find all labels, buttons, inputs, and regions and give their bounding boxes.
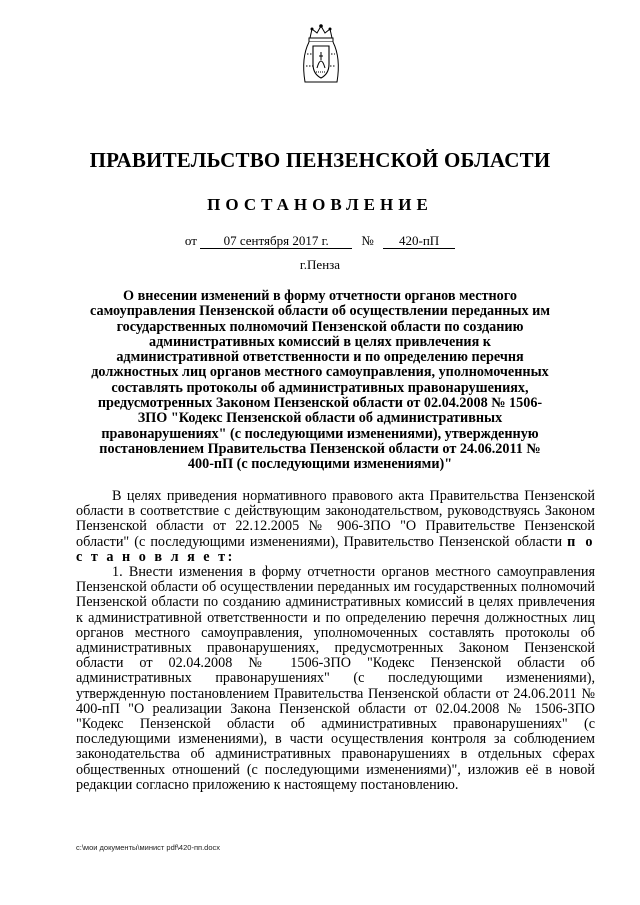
resolves-label: п о с т а н о в л я е т:	[76, 533, 595, 565]
date-number-row	[0, 233, 640, 249]
coat-of-arms-icon	[299, 24, 343, 86]
preamble-paragraph	[76, 489, 595, 565]
document-number: 420-пП	[383, 233, 455, 249]
organization-title: ПРАВИТЕЛЬСТВО ПЕНЗЕНСКОЙ ОБЛАСТИ	[89, 148, 551, 172]
preamble-text: В целях приведения нормативного правового акта Правительства Пензенской области в соответствие с действующим законодательством, руководствуясь Законом Пензенской области от 22.12.2005 № 906-ЗПО "О Правительстве Пензенской области" (с последующими изменениями), Правительство Пензенской области	[76, 488, 595, 550]
document-type: ПОСТАНОВЛЕНИЕ	[207, 195, 433, 214]
document-heading: О внесении изменений в форму отчетности органов местного самоуправления Пензенской области об осуществлении переданных им государственных полномочий Пензенской области по созданию административных комиссий в целях привлечения к административной ответственности и по определению перечня должностных лиц органов местного самоуправления, уполномоченных составлять протоколы об административных правонарушениях, предусмотренных Законом Пензенской области от 02.04.2008 № 1506-ЗПО "Кодекс Пензенской области об административных правонарушениях" (с последующими изменениями), утвержденную постановлением Правительства Пензенской области от 24.06.2011 № 400-пП (с последующими изменениями)"	[90, 288, 550, 473]
number-sign: №	[361, 233, 374, 248]
item-1-paragraph: 1. Внести изменения в форму отчетности органов местного самоуправления Пензенской области об осуществлении переданных им государственных полномочий Пензенской области по созданию административных комиссий в целях привлечения к административной ответственности и по определению перечня должностных лиц органов местного самоуправления, уполномоченных составлять протоколы об административных правонарушениях, предусмотренных Законом Пензенской области от 02.04.2008 № 1506-ЗПО "Кодекс Пензенской области об административных правонарушениях" (с последующими изменениями), утвержденную постановлением Правительства Пензенской области от 24.06.2011 № 400-пП "О реализации Закона Пензенской области от 02.04.2008 № 1506-ЗПО "Кодекс Пензенской области об административных правонарушениях" (с последующими изменениями), в части осуществления контроля за соблюдением законодательства об административных правонарушениях в отдельных сферах общественных отношений (с последующими изменениями)", изложив её в новой редакции согласно приложению к настоящему постановлению.	[76, 564, 595, 793]
document-body	[76, 489, 595, 793]
date-from-label: от	[184, 233, 197, 248]
city-label: г.Пенза	[299, 257, 341, 272]
file-path-footer: c:\мои документы\минист pdf\420-пп.docx	[76, 843, 220, 852]
document-date: 07 сентября 2017 г.	[200, 233, 352, 249]
